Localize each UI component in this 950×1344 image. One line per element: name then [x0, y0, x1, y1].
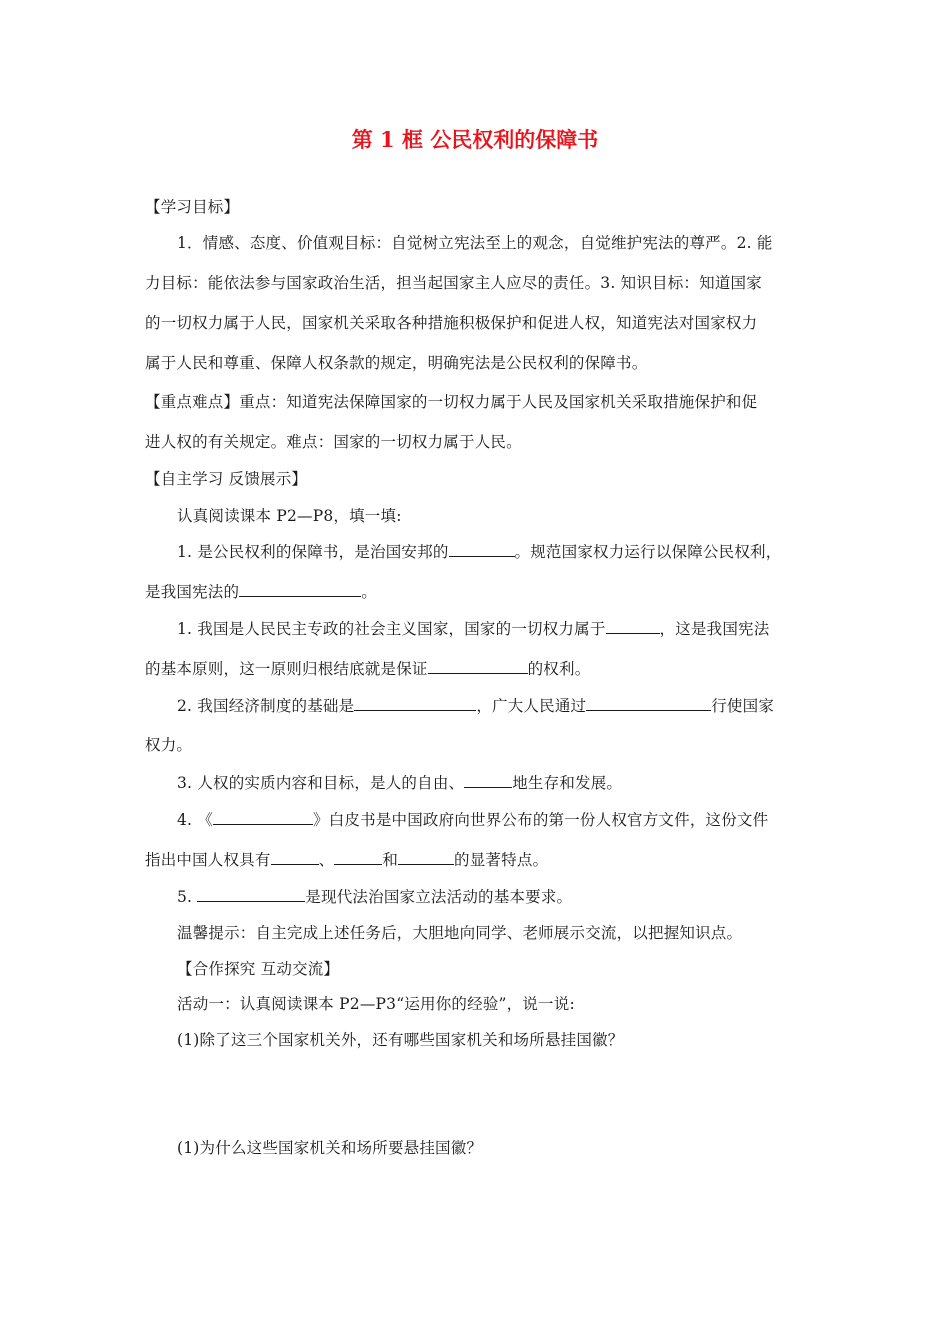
question-1-line-1 [177, 541, 781, 562]
fill-blank[interactable] [398, 849, 454, 865]
self-study-intro: 认真阅读课本 P2—P8，填一填: [177, 507, 402, 525]
key-line-2: 进人权的有关规定。难点：国家的一切权力属于人民。 [145, 433, 522, 451]
question-text: 1. 我国是人民民主专政的社会主义国家，国家的一切权力属于 [177, 620, 606, 638]
key-line-1: 【重点难点】重点：知道宪法保障国家的一切权力属于人民及国家机关采取措施保护和促 [145, 393, 758, 411]
question-5-line-2 [145, 849, 548, 870]
fill-blank[interactable] [354, 695, 476, 711]
question-5-line-1 [177, 809, 768, 830]
fill-blank[interactable] [271, 849, 319, 865]
fill-blank[interactable] [586, 695, 711, 711]
fill-blank[interactable] [464, 772, 512, 788]
goal-line-1: 1．情感、态度、价值观目标：自觉树立宪法至上的观念，自觉维护宪法的尊严。2. 能 [177, 234, 773, 252]
question-text: 、 [318, 851, 335, 869]
question-4-line [177, 772, 622, 793]
fill-blank[interactable] [239, 581, 361, 597]
question-text: 5. [177, 888, 198, 906]
activity-question-2: (1)为什么这些国家机关和场所要悬挂国徽？ [177, 1139, 483, 1157]
question-3-line-1 [177, 695, 774, 716]
question-text: 和 [382, 851, 399, 869]
question-1-line-2 [145, 581, 377, 602]
question-2-line-2 [145, 658, 590, 679]
fill-blank[interactable] [428, 658, 528, 674]
question-text: 3. 人权的实质内容和目标，是人的自由、 [177, 774, 465, 792]
fill-blank[interactable] [197, 886, 305, 902]
question-text: 是我国宪法的 [145, 583, 240, 601]
question-2-line-1 [177, 618, 769, 639]
goal-line-3: 的一切权力属于人民，国家机关采取各种措施积极保护和促进人权，知道宪法对国家权力 [145, 314, 758, 332]
tip-line: 温馨提示：自主完成上述任务后，大胆地向同学、老师展示交流，以把握知识点。 [177, 924, 743, 942]
question-6-line [177, 886, 572, 907]
fill-blank[interactable] [449, 541, 515, 557]
goal-heading: 【学习目标】 [145, 198, 240, 216]
fill-blank[interactable] [334, 849, 382, 865]
goal-line-2: 力目标：能依法参与国家政治生活，担当起国家主人应尽的责任。3. 知识目标：知道国家 [145, 274, 762, 292]
question-text: 是现代法治国家立法活动的基本要求。 [305, 888, 573, 906]
fill-blank[interactable] [213, 809, 313, 825]
question-text: 的基本原则，这一原则归根结底就是保证 [145, 660, 428, 678]
question-text: 的显著特点。 [454, 851, 549, 869]
question-text: 2. 我国经济制度的基础是 [177, 697, 355, 715]
question-text: 》白皮书是中国政府向世界公布的第一份人权官方文件，这份文件 [313, 811, 769, 829]
question-text: 指出中国人权具有 [145, 851, 271, 869]
question-text: 的权利。 [527, 660, 591, 678]
fill-blank[interactable] [606, 618, 660, 634]
question-text: 。规范国家权力运行以保障公民权利， [514, 543, 782, 561]
coop-heading: 【合作探究 互动交流】 [177, 960, 340, 978]
question-text: 。 [361, 583, 377, 601]
page-title: 第 1 框 公民权利的保障书 [351, 127, 599, 152]
question-text: 地生存和发展。 [512, 774, 623, 792]
question-text: ，这是我国宪法 [659, 620, 770, 638]
question-text: 行使国家 [711, 697, 775, 715]
goal-line-4: 属于人民和尊重、保障人权条款的规定，明确宪法是公民权利的保障书。 [145, 354, 648, 372]
question-text: ，广大人民通过 [476, 697, 587, 715]
question-text: 1. 是公民权利的保障书，是治国安邦的 [177, 543, 449, 561]
activity-1-line: 活动一：认真阅读课本 P2—P3“运用你的经验”，说一说: [177, 995, 575, 1013]
self-study-heading: 【自主学习 反馈展示】 [145, 470, 308, 488]
activity-question-1: (1)除了这三个国家机关外，还有哪些国家机关和场所悬挂国徽？ [177, 1031, 624, 1049]
question-3-line-2: 权力。 [145, 736, 193, 754]
question-text: 4. 《 [177, 811, 214, 829]
